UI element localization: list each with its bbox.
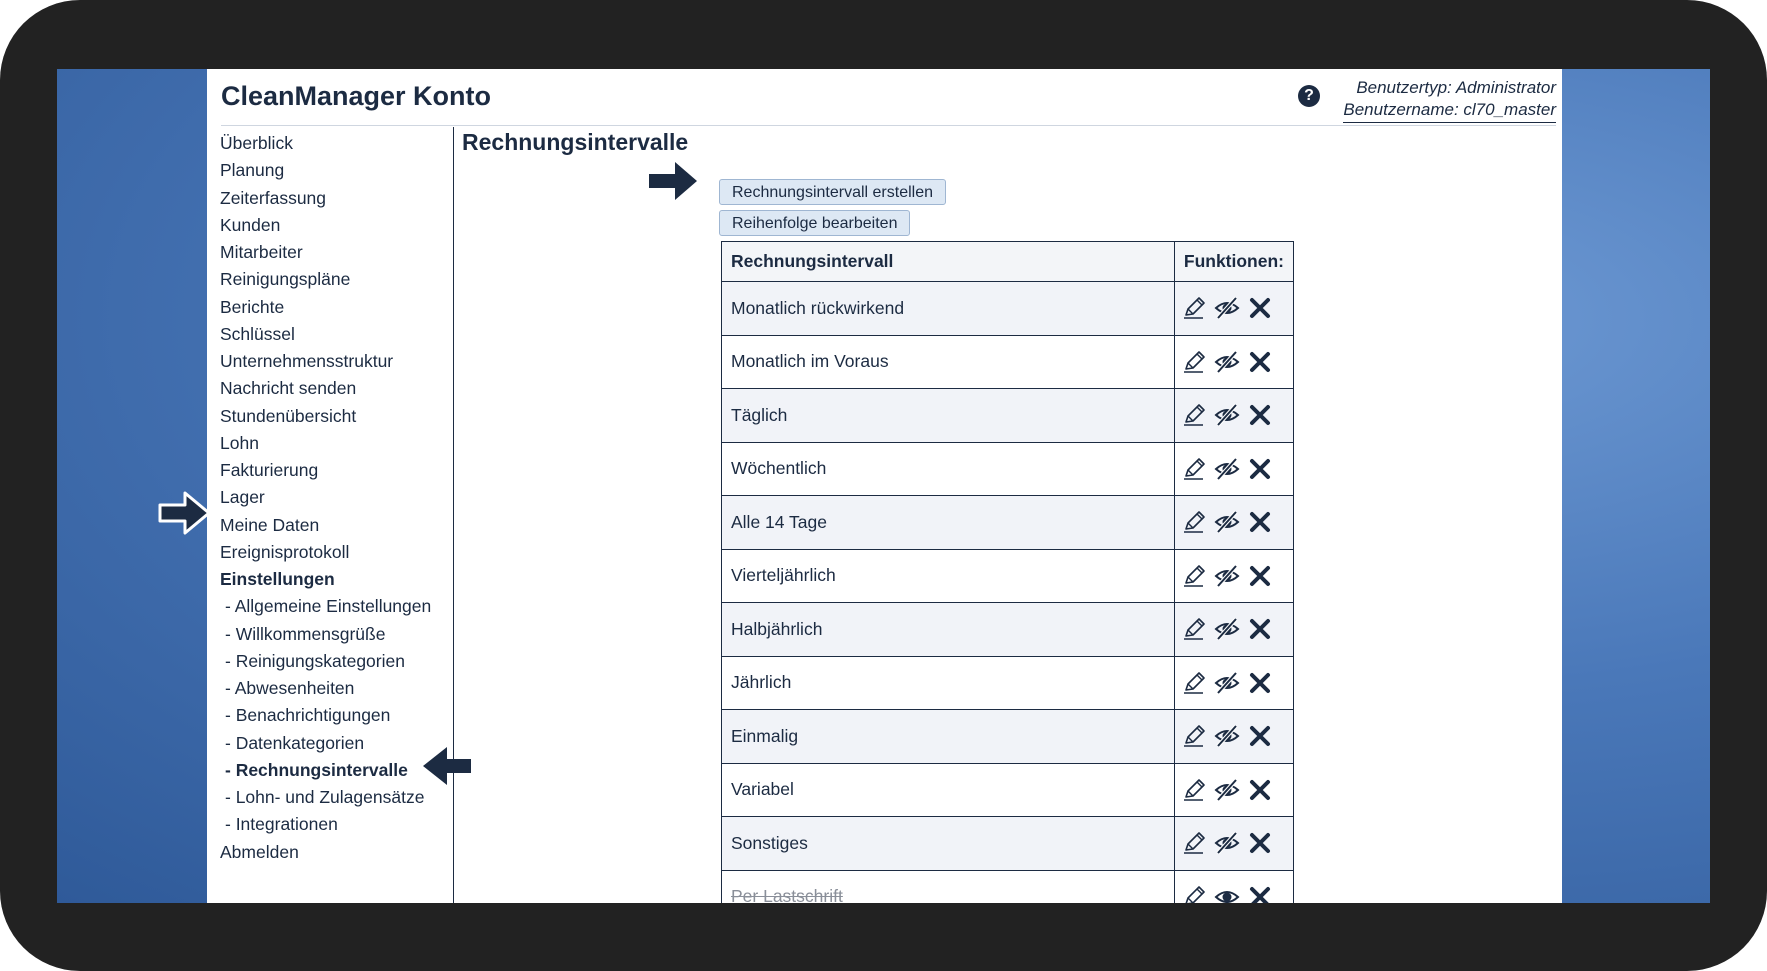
table-row: [722, 496, 1294, 550]
interval-name: Vierteljährlich: [731, 565, 836, 586]
interval-name: Wöchentlich: [731, 458, 827, 479]
sidebar-item[interactable]: - Reinigungskategorien: [225, 650, 405, 671]
sidebar-item[interactable]: Zeiterfassung: [220, 187, 327, 208]
table-row: [722, 549, 1294, 603]
pencil-icon[interactable]: [1181, 670, 1207, 696]
close-icon[interactable]: [1247, 777, 1273, 803]
eye-slash-icon[interactable]: [1214, 723, 1240, 749]
user-name: Benutzername: cl70_master: [1343, 100, 1556, 119]
interval-name: Per Lastschrift: [731, 886, 843, 903]
desktop-background: [57, 69, 1710, 903]
close-icon[interactable]: [1247, 295, 1273, 321]
table-row: [722, 817, 1294, 871]
sidebar-item[interactable]: Abmelden: [220, 841, 299, 862]
interval-name: Täglich: [731, 404, 788, 425]
eye-slash-icon[interactable]: [1214, 349, 1240, 375]
table-row: [722, 656, 1294, 710]
pencil-icon[interactable]: [1181, 616, 1207, 642]
column-header-functions: Funktionen:: [1174, 242, 1293, 282]
sidebar-item[interactable]: Berichte: [220, 296, 285, 317]
sidebar-item[interactable]: Reinigungspläne: [220, 269, 351, 290]
functions-cell: [1174, 549, 1293, 603]
eye-slash-icon[interactable]: [1214, 402, 1240, 428]
table-row: [722, 389, 1294, 443]
interval-name: Einmalig: [731, 725, 799, 746]
close-icon[interactable]: [1247, 456, 1273, 482]
header-divider: [221, 125, 1556, 126]
functions-cell: [1174, 496, 1293, 550]
eye-slash-icon[interactable]: [1214, 509, 1240, 535]
eye-slash-icon[interactable]: [1214, 563, 1240, 589]
functions-cell: [1174, 282, 1293, 336]
interval-name-cell: [722, 603, 1175, 657]
pencil-icon[interactable]: [1181, 509, 1207, 535]
create-interval-button[interactable]: Rechnungsintervall erstellen: [719, 179, 946, 205]
interval-name-cell: [722, 817, 1175, 871]
sidebar-item[interactable]: - Willkommensgrüße: [225, 623, 386, 644]
pencil-icon[interactable]: [1181, 884, 1207, 903]
sidebar-item[interactable]: Schlüssel: [220, 323, 295, 344]
table-row: [722, 603, 1294, 657]
sidebar-item[interactable]: - Lohn- und Zulagensätze: [225, 787, 425, 807]
eye-slash-icon[interactable]: [1214, 830, 1240, 856]
user-type: Benutzertyp: Administrator: [1356, 78, 1556, 97]
close-icon[interactable]: [1247, 509, 1273, 535]
pencil-icon[interactable]: [1181, 349, 1207, 375]
interval-name: Jährlich: [731, 672, 792, 693]
sidebar-item[interactable]: Fakturierung: [220, 460, 319, 480]
pencil-icon[interactable]: [1181, 563, 1207, 589]
close-icon[interactable]: [1247, 563, 1273, 589]
sidebar-item[interactable]: Planung: [220, 160, 285, 181]
arrow-icon: [417, 743, 473, 789]
close-icon[interactable]: [1247, 616, 1273, 642]
table-header-row: [722, 242, 1294, 282]
interval-name: Alle 14 Tage: [731, 511, 828, 532]
eye-slash-icon[interactable]: [1214, 777, 1240, 803]
table-row: [722, 442, 1294, 496]
sidebar-item[interactable]: - Benachrichtigungen: [225, 705, 391, 726]
interval-name-cell: [722, 870, 1175, 903]
close-icon[interactable]: [1247, 670, 1273, 696]
interval-name-cell: [722, 335, 1175, 389]
interval-name-cell: [722, 763, 1175, 817]
eye-icon[interactable]: [1214, 884, 1240, 903]
pencil-icon[interactable]: [1181, 723, 1207, 749]
sidebar-item[interactable]: - Allgemeine Einstellungen: [225, 596, 432, 617]
sidebar-item[interactable]: - Abwesenheiten: [225, 678, 355, 698]
pencil-icon[interactable]: [1181, 295, 1207, 321]
interval-name-cell: [722, 496, 1175, 550]
sidebar-item[interactable]: Nachricht senden: [220, 378, 357, 399]
pencil-icon[interactable]: [1181, 402, 1207, 428]
functions-cell: [1174, 710, 1293, 764]
functions-cell: [1174, 817, 1293, 871]
browser-page: [207, 69, 1562, 903]
close-icon[interactable]: [1247, 402, 1273, 428]
table-row: [722, 282, 1294, 336]
sidebar-item[interactable]: Überblick: [220, 133, 293, 153]
interval-name: Sonstiges: [731, 832, 808, 853]
sidebar-item[interactable]: Lager: [220, 487, 265, 508]
pencil-icon[interactable]: [1181, 830, 1207, 856]
interval-name: Variabel: [731, 779, 794, 800]
eye-slash-icon[interactable]: [1214, 670, 1240, 696]
sidebar-item[interactable]: Kunden: [220, 214, 281, 235]
app-title: CleanManager Konto: [221, 81, 492, 111]
sidebar-item[interactable]: - Rechnungsintervalle: [225, 759, 408, 780]
sidebar-item[interactable]: Unternehmensstruktur: [220, 351, 394, 371]
interval-name-cell: [722, 389, 1175, 443]
sidebar-item[interactable]: Lohn: [220, 432, 259, 453]
table-row: [722, 870, 1294, 903]
help-icon[interactable]: ?: [1298, 85, 1320, 107]
functions-cell: [1174, 442, 1293, 496]
functions-cell: [1174, 870, 1293, 903]
sidebar-item[interactable]: - Integrationen: [225, 814, 338, 835]
user-info: [1343, 77, 1556, 123]
intervals-table: [721, 241, 1294, 903]
pencil-icon[interactable]: [1181, 777, 1207, 803]
interval-name-cell: [722, 282, 1175, 336]
table-row: [722, 710, 1294, 764]
interval-name-cell: [722, 710, 1175, 764]
arrow-icon: [157, 489, 213, 537]
close-icon[interactable]: [1247, 349, 1273, 375]
sidebar-item[interactable]: - Datenkategorien: [225, 732, 365, 753]
table-row: [722, 763, 1294, 817]
column-header-interval: Rechnungsintervall: [722, 242, 1175, 282]
close-icon[interactable]: [1247, 723, 1273, 749]
interval-name-cell: [722, 656, 1175, 710]
functions-cell: [1174, 603, 1293, 657]
arrow-icon: [647, 160, 699, 202]
interval-name: Monatlich im Voraus: [731, 351, 889, 372]
functions-cell: [1174, 656, 1293, 710]
sidebar-item[interactable]: Einstellungen: [220, 569, 335, 589]
table-row: [722, 335, 1294, 389]
functions-cell: [1174, 389, 1293, 443]
close-icon[interactable]: [1247, 884, 1273, 903]
close-icon[interactable]: [1247, 830, 1273, 856]
eye-slash-icon[interactable]: [1214, 616, 1240, 642]
interval-name: Halbjährlich: [731, 618, 823, 639]
eye-slash-icon[interactable]: [1214, 295, 1240, 321]
sidebar-item[interactable]: Stundenübersicht: [220, 405, 357, 426]
pencil-icon[interactable]: [1181, 456, 1207, 482]
sidebar-list: [220, 130, 431, 866]
eye-slash-icon[interactable]: [1214, 456, 1240, 482]
interval-name: Monatlich rückwirkend: [731, 297, 905, 318]
functions-cell: [1174, 335, 1293, 389]
page-title: Rechnungsintervalle: [462, 129, 689, 155]
sidebar-item[interactable]: Ereignisprotokoll: [220, 541, 350, 562]
sidebar-item[interactable]: Meine Daten: [220, 514, 320, 535]
functions-cell: [1174, 763, 1293, 817]
edit-order-button[interactable]: Reihenfolge bearbeiten: [719, 210, 910, 236]
interval-name-cell: [722, 442, 1175, 496]
sidebar-item[interactable]: Mitarbeiter: [220, 242, 303, 262]
interval-name-cell: [722, 549, 1175, 603]
